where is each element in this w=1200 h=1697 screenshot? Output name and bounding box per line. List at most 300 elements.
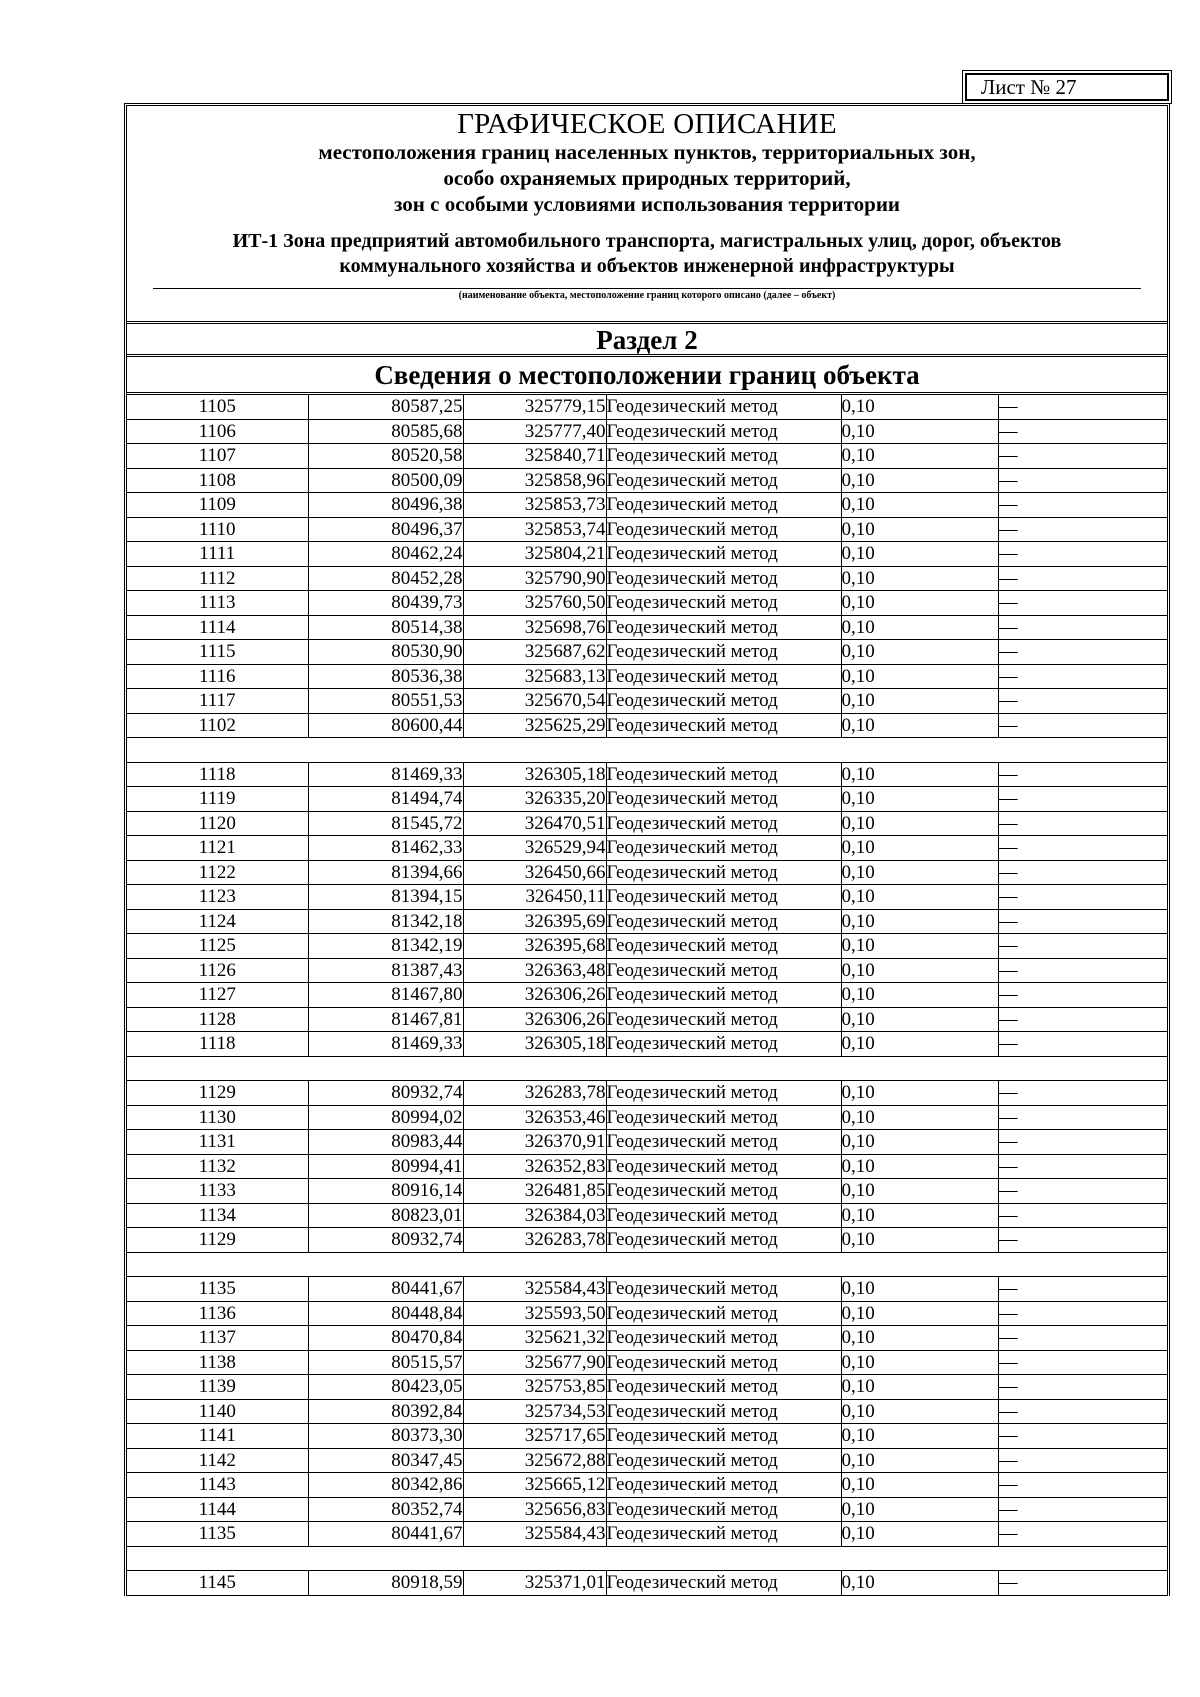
accuracy-cell: 0,10 [841,1473,998,1498]
point-number-cell: 1139 [127,1375,308,1400]
y-coordinate-cell: 325656,83 [463,1497,606,1522]
x-coordinate-cell: 80994,41 [308,1154,463,1179]
y-coordinate-cell: 326363,48 [463,958,606,983]
method-cell: Геодезический метод [606,1399,841,1424]
table-row [127,860,1167,885]
point-number-cell: 1115 [127,640,308,665]
x-coordinate-cell: 80500,09 [308,468,463,493]
x-coordinate-cell: 81387,43 [308,958,463,983]
y-coordinate-cell: 325804,21 [463,542,606,567]
table-row [127,1179,1167,1204]
table-row [127,615,1167,640]
y-coordinate-cell: 325853,73 [463,493,606,518]
description-cell: — [998,1277,1167,1302]
description-cell: — [998,1522,1167,1547]
x-coordinate-cell: 81469,33 [308,762,463,787]
point-number-cell: 1113 [127,591,308,616]
y-coordinate-cell: 326305,18 [463,1032,606,1057]
accuracy-cell: 0,10 [841,1203,998,1228]
accuracy-cell: 0,10 [841,419,998,444]
description-cell: — [998,860,1167,885]
description-cell: — [998,591,1167,616]
point-number-cell: 1130 [127,1105,308,1130]
method-cell: Геодезический метод [606,1130,841,1155]
description-cell: — [998,1179,1167,1204]
document-frame [124,103,1170,1596]
method-cell: Геодезический метод [606,885,841,910]
y-coordinate-cell: 326353,46 [463,1105,606,1130]
method-cell: Геодезический метод [606,1154,841,1179]
table-row [127,811,1167,836]
contour-separator-row [127,1252,1167,1277]
point-number-cell: 1125 [127,934,308,959]
accuracy-cell: 0,10 [841,689,998,714]
x-coordinate-cell: 80918,59 [308,1571,463,1596]
x-coordinate-cell: 80423,05 [308,1375,463,1400]
y-coordinate-cell: 325584,43 [463,1277,606,1302]
method-cell: Геодезический метод [606,1424,841,1449]
description-cell: — [998,542,1167,567]
method-cell: Геодезический метод [606,1326,841,1351]
description-cell: — [998,468,1167,493]
accuracy-cell: 0,10 [841,934,998,959]
accuracy-cell: 0,10 [841,1350,998,1375]
description-cell: — [998,395,1167,419]
object-underline [153,288,1141,289]
x-coordinate-cell: 80823,01 [308,1203,463,1228]
accuracy-cell: 0,10 [841,1081,998,1106]
accuracy-cell: 0,10 [841,1105,998,1130]
y-coordinate-cell: 325779,15 [463,395,606,419]
method-cell: Геодезический метод [606,1179,841,1204]
method-cell: Геодезический метод [606,1350,841,1375]
accuracy-cell: 0,10 [841,1007,998,1032]
accuracy-cell: 0,10 [841,1522,998,1547]
method-cell: Геодезический метод [606,983,841,1008]
contour-separator-row [127,1056,1167,1081]
x-coordinate-cell: 80462,24 [308,542,463,567]
method-cell: Геодезический метод [606,909,841,934]
accuracy-cell: 0,10 [841,909,998,934]
accuracy-cell: 0,10 [841,1399,998,1424]
x-coordinate-cell: 80347,45 [308,1448,463,1473]
table-row [127,1032,1167,1057]
point-number-cell: 1131 [127,1130,308,1155]
table-row [127,983,1167,1008]
y-coordinate-cell: 325371,01 [463,1571,606,1596]
description-cell: — [998,1032,1167,1057]
document-title: ГРАФИЧЕСКОЕ ОПИСАНИЕ [457,108,837,140]
x-coordinate-cell: 80342,86 [308,1473,463,1498]
point-number-cell: 1138 [127,1350,308,1375]
description-cell: — [998,1350,1167,1375]
point-number-cell: 1129 [127,1228,308,1253]
method-cell: Геодезический метод [606,1301,841,1326]
table-row [127,689,1167,714]
x-coordinate-cell: 80932,74 [308,1081,463,1106]
y-coordinate-cell: 325683,13 [463,664,606,689]
y-coordinate-cell: 325777,40 [463,419,606,444]
subtitle-line-1: местоположения границ населенных пунктов, территориальных зон, [318,140,976,164]
method-cell: Геодезический метод [606,689,841,714]
accuracy-cell: 0,10 [841,836,998,861]
point-number-cell: 1140 [127,1399,308,1424]
x-coordinate-cell: 80916,14 [308,1179,463,1204]
x-coordinate-cell: 81342,19 [308,934,463,959]
y-coordinate-cell: 325687,62 [463,640,606,665]
accuracy-cell: 0,10 [841,1277,998,1302]
description-cell: — [998,1473,1167,1498]
description-cell: — [998,1007,1167,1032]
point-number-cell: 1118 [127,762,308,787]
point-number-cell: 1116 [127,664,308,689]
x-coordinate-cell: 81494,74 [308,787,463,812]
description-cell: — [998,1497,1167,1522]
method-cell: Геодезический метод [606,787,841,812]
table-row [127,713,1167,738]
y-coordinate-cell: 325790,90 [463,566,606,591]
method-cell: Геодезический метод [606,419,841,444]
y-coordinate-cell: 325753,85 [463,1375,606,1400]
x-coordinate-cell: 81545,72 [308,811,463,836]
x-coordinate-cell: 80441,67 [308,1277,463,1302]
y-coordinate-cell: 325593,50 [463,1301,606,1326]
accuracy-cell: 0,10 [841,1497,998,1522]
point-number-cell: 1120 [127,811,308,836]
x-coordinate-cell: 80496,37 [308,517,463,542]
accuracy-cell: 0,10 [841,542,998,567]
description-cell: — [998,640,1167,665]
accuracy-cell: 0,10 [841,664,998,689]
method-cell: Геодезический метод [606,713,841,738]
point-number-cell: 1143 [127,1473,308,1498]
method-cell: Геодезический метод [606,517,841,542]
method-cell: Геодезический метод [606,1228,841,1253]
x-coordinate-cell: 80520,58 [308,444,463,469]
separator-cell [127,1252,1167,1277]
description-cell: — [998,983,1167,1008]
description-cell: — [998,1399,1167,1424]
table-row [127,1301,1167,1326]
method-cell: Геодезический метод [606,1007,841,1032]
y-coordinate-cell: 325670,54 [463,689,606,714]
method-cell: Геодезический метод [606,444,841,469]
description-cell: — [998,444,1167,469]
y-coordinate-cell: 326481,85 [463,1179,606,1204]
table-row [127,1326,1167,1351]
table-row [127,1497,1167,1522]
accuracy-cell: 0,10 [841,1424,998,1449]
table-row [127,468,1167,493]
accuracy-cell: 0,10 [841,958,998,983]
y-coordinate-cell: 326384,03 [463,1203,606,1228]
y-coordinate-cell: 326395,68 [463,934,606,959]
method-cell: Геодезический метод [606,1032,841,1057]
x-coordinate-cell: 80600,44 [308,713,463,738]
x-coordinate-cell: 80392,84 [308,1399,463,1424]
sheet-number: Лист № 27 [965,73,1169,101]
point-number-cell: 1145 [127,1571,308,1596]
table-row [127,1277,1167,1302]
y-coordinate-cell: 326283,78 [463,1228,606,1253]
point-number-cell: 1107 [127,444,308,469]
separator-cell [127,1546,1167,1571]
y-coordinate-cell: 325840,71 [463,444,606,469]
object-name-line-1: ИТ-1 Зона предприятий автомобильного транспорта, магистральных улиц, дорог, объектов [232,230,1062,252]
method-cell: Геодезический метод [606,811,841,836]
point-number-cell: 1109 [127,493,308,518]
x-coordinate-cell: 81462,33 [308,836,463,861]
point-number-cell: 1133 [127,1179,308,1204]
y-coordinate-cell: 325621,32 [463,1326,606,1351]
table-row [127,1154,1167,1179]
table-row [127,1424,1167,1449]
accuracy-cell: 0,10 [841,762,998,787]
point-number-cell: 1142 [127,1448,308,1473]
method-cell: Геодезический метод [606,468,841,493]
accuracy-cell: 0,10 [841,1154,998,1179]
method-cell: Геодезический метод [606,958,841,983]
point-number-cell: 1144 [127,1497,308,1522]
method-cell: Геодезический метод [606,1497,841,1522]
y-coordinate-cell: 326370,91 [463,1130,606,1155]
table-row [127,836,1167,861]
method-cell: Геодезический метод [606,664,841,689]
description-cell: — [998,958,1167,983]
accuracy-cell: 0,10 [841,860,998,885]
point-number-cell: 1135 [127,1522,308,1547]
point-number-cell: 1135 [127,1277,308,1302]
table-row [127,444,1167,469]
point-number-cell: 1111 [127,542,308,567]
y-coordinate-cell: 325584,43 [463,1522,606,1547]
y-coordinate-cell: 326395,69 [463,909,606,934]
description-cell: — [998,664,1167,689]
point-number-cell: 1128 [127,1007,308,1032]
method-cell: Геодезический метод [606,591,841,616]
object-name-line-2: коммунального хозяйства и объектов инженерной инфраструктуры [339,255,955,277]
point-number-cell: 1141 [127,1424,308,1449]
table-row [127,493,1167,518]
accuracy-cell: 0,10 [841,1032,998,1057]
point-number-cell: 1124 [127,909,308,934]
x-coordinate-cell: 81394,66 [308,860,463,885]
table-row [127,591,1167,616]
table-row [127,762,1167,787]
accuracy-cell: 0,10 [841,1301,998,1326]
description-cell: — [998,885,1167,910]
table-row [127,1375,1167,1400]
point-number-cell: 1137 [127,1326,308,1351]
x-coordinate-cell: 80441,67 [308,1522,463,1547]
x-coordinate-cell: 81467,80 [308,983,463,1008]
description-cell: — [998,517,1167,542]
description-cell: — [998,1326,1167,1351]
subtitle-line-3: зон с особыми условиями использования территории [393,192,901,216]
description-cell: — [998,1154,1167,1179]
y-coordinate-cell: 325760,50 [463,591,606,616]
table-row [127,1571,1167,1596]
y-coordinate-cell: 326335,20 [463,787,606,812]
y-coordinate-cell: 326305,18 [463,762,606,787]
point-number-cell: 1126 [127,958,308,983]
x-coordinate-cell: 81467,81 [308,1007,463,1032]
method-cell: Геодезический метод [606,493,841,518]
description-cell: — [998,1228,1167,1253]
description-cell: — [998,1301,1167,1326]
method-cell: Геодезический метод [606,1081,841,1106]
y-coordinate-cell: 326450,11 [463,885,606,910]
coordinates-table [127,395,1167,1596]
point-number-cell: 1129 [127,1081,308,1106]
description-cell: — [998,909,1167,934]
y-coordinate-cell: 326450,66 [463,860,606,885]
point-number-cell: 1136 [127,1301,308,1326]
y-coordinate-cell: 326306,26 [463,1007,606,1032]
x-coordinate-cell: 80587,25 [308,395,463,419]
description-cell: — [998,689,1167,714]
method-cell: Геодезический метод [606,1105,841,1130]
table-row [127,542,1167,567]
method-cell: Геодезический метод [606,836,841,861]
method-cell: Геодезический метод [606,934,841,959]
accuracy-cell: 0,10 [841,1448,998,1473]
y-coordinate-cell: 326352,83 [463,1154,606,1179]
point-number-cell: 1127 [127,983,308,1008]
method-cell: Геодезический метод [606,566,841,591]
accuracy-cell: 0,10 [841,1571,998,1596]
x-coordinate-cell: 80994,02 [308,1105,463,1130]
method-cell: Геодезический метод [606,615,841,640]
accuracy-cell: 0,10 [841,983,998,1008]
separator-cell [127,1056,1167,1081]
table-row [127,885,1167,910]
table-row [127,934,1167,959]
y-coordinate-cell: 325853,74 [463,517,606,542]
table-row [127,517,1167,542]
point-number-cell: 1122 [127,860,308,885]
accuracy-cell: 0,10 [841,1130,998,1155]
x-coordinate-cell: 80470,84 [308,1326,463,1351]
x-coordinate-cell: 80496,38 [308,493,463,518]
accuracy-cell: 0,10 [841,811,998,836]
method-cell: Геодезический метод [606,640,841,665]
method-cell: Геодезический метод [606,1203,841,1228]
method-cell: Геодезический метод [606,1571,841,1596]
point-number-cell: 1117 [127,689,308,714]
accuracy-cell: 0,10 [841,885,998,910]
y-coordinate-cell: 325672,88 [463,1448,606,1473]
x-coordinate-cell: 80536,38 [308,664,463,689]
point-number-cell: 1108 [127,468,308,493]
accuracy-cell: 0,10 [841,493,998,518]
x-coordinate-cell: 80551,53 [308,689,463,714]
x-coordinate-cell: 80932,74 [308,1228,463,1253]
method-cell: Геодезический метод [606,395,841,419]
description-cell: — [998,811,1167,836]
point-number-cell: 1134 [127,1203,308,1228]
point-number-cell: 1106 [127,419,308,444]
accuracy-cell: 0,10 [841,787,998,812]
accuracy-cell: 0,10 [841,713,998,738]
method-cell: Геодезический метод [606,762,841,787]
table-row [127,1399,1167,1424]
description-cell: — [998,1571,1167,1596]
accuracy-cell: 0,10 [841,566,998,591]
contour-separator-row [127,738,1167,763]
accuracy-cell: 0,10 [841,468,998,493]
table-row [127,1081,1167,1106]
method-cell: Геодезический метод [606,860,841,885]
y-coordinate-cell: 325734,53 [463,1399,606,1424]
description-cell: — [998,1448,1167,1473]
x-coordinate-cell: 81469,33 [308,1032,463,1057]
table-row [127,909,1167,934]
accuracy-cell: 0,10 [841,395,998,419]
point-number-cell: 1118 [127,1032,308,1057]
y-coordinate-cell: 325858,96 [463,468,606,493]
description-cell: — [998,762,1167,787]
description-cell: — [998,1424,1167,1449]
description-cell: — [998,713,1167,738]
accuracy-cell: 0,10 [841,444,998,469]
accuracy-cell: 0,10 [841,1326,998,1351]
method-cell: Геодезический метод [606,1522,841,1547]
x-coordinate-cell: 80352,74 [308,1497,463,1522]
description-cell: — [998,1081,1167,1106]
description-cell: — [998,787,1167,812]
x-coordinate-cell: 80514,38 [308,615,463,640]
x-coordinate-cell: 81394,15 [308,885,463,910]
subtitle-line-2: особо охраняемых природных территорий, [443,166,851,190]
table-row [127,419,1167,444]
table-row [127,664,1167,689]
accuracy-cell: 0,10 [841,1228,998,1253]
y-coordinate-cell: 325698,76 [463,615,606,640]
table-row [127,1228,1167,1253]
point-number-cell: 1132 [127,1154,308,1179]
y-coordinate-cell: 326529,94 [463,836,606,861]
accuracy-cell: 0,10 [841,517,998,542]
y-coordinate-cell: 325665,12 [463,1473,606,1498]
x-coordinate-cell: 80439,73 [308,591,463,616]
description-cell: — [998,419,1167,444]
point-number-cell: 1114 [127,615,308,640]
description-cell: — [998,615,1167,640]
accuracy-cell: 0,10 [841,1375,998,1400]
point-number-cell: 1105 [127,395,308,419]
point-number-cell: 1123 [127,885,308,910]
object-note: (наименование объекта, местоположение границ которого описано (далее – объект) [458,290,836,301]
accuracy-cell: 0,10 [841,640,998,665]
accuracy-cell: 0,10 [841,591,998,616]
point-number-cell: 1121 [127,836,308,861]
y-coordinate-cell: 326470,51 [463,811,606,836]
table-row [127,1473,1167,1498]
table-row [127,1522,1167,1547]
x-coordinate-cell: 81342,18 [308,909,463,934]
table-row [127,395,1167,419]
x-coordinate-cell: 80530,90 [308,640,463,665]
description-cell: — [998,1375,1167,1400]
description-cell: — [998,493,1167,518]
y-coordinate-cell: 326283,78 [463,1081,606,1106]
description-cell: — [998,1203,1167,1228]
x-coordinate-cell: 80373,30 [308,1424,463,1449]
x-coordinate-cell: 80452,28 [308,566,463,591]
table-row [127,958,1167,983]
description-cell: — [998,934,1167,959]
